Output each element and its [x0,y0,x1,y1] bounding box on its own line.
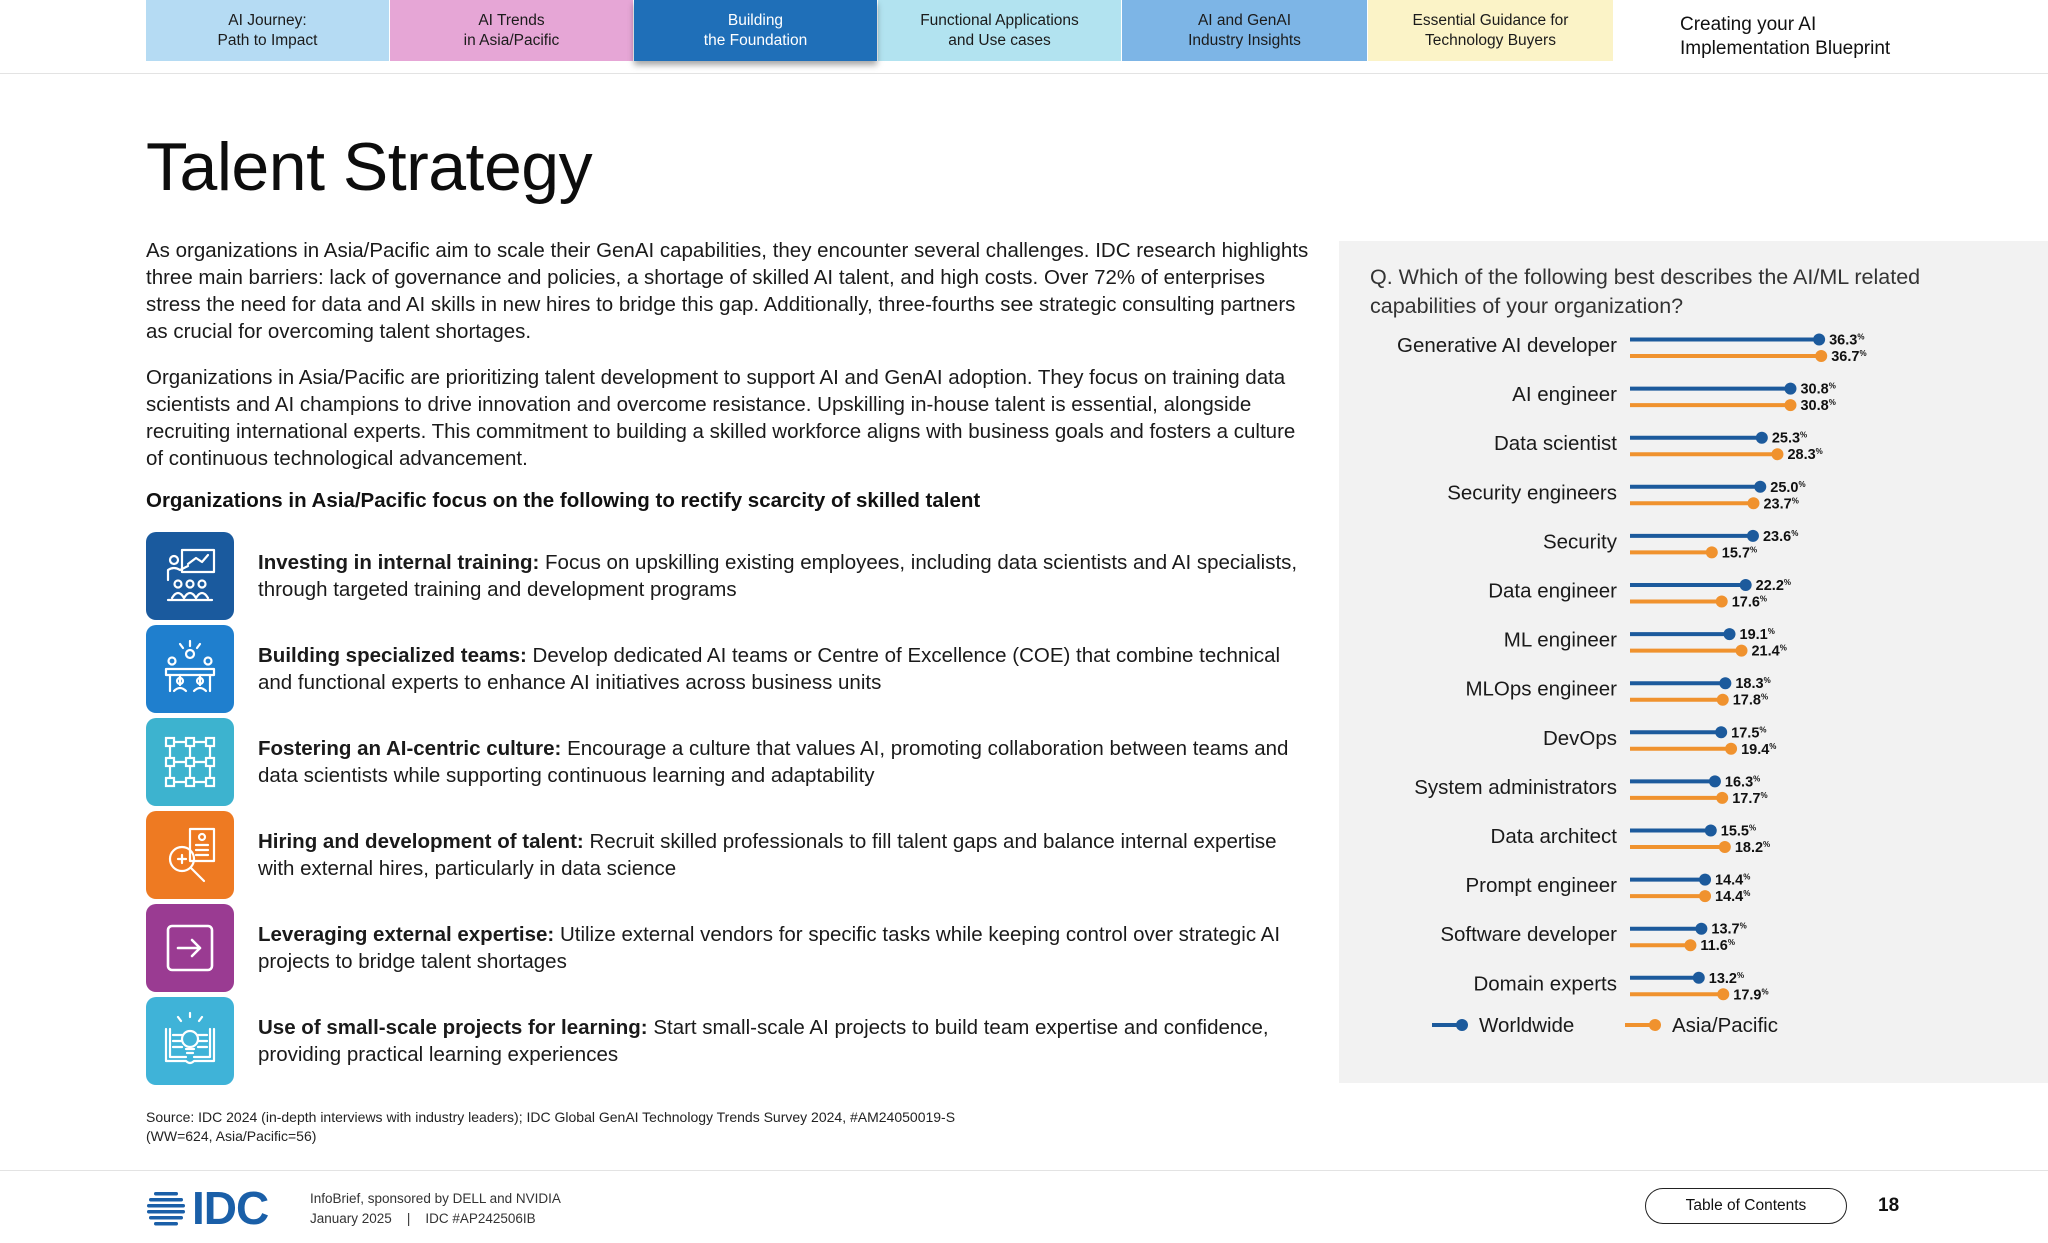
idc-logo [146,1182,269,1234]
category-label: Data engineer [1488,579,1617,603]
data-label-unit: % [1791,528,1799,538]
data-label-unit: % [1783,578,1792,587]
bar-dot-worldwide [1754,481,1766,493]
item-description [258,735,1308,789]
tab-implementation-blueprint[interactable]: Creating your AI Implementation Blueprint [1680,8,1980,66]
data-label-unit: % [1759,594,1768,604]
bar-dot-worldwide [1740,579,1752,591]
data-label: 14.4% [1715,872,1751,889]
data-label: 17.7% [1732,790,1768,807]
list-item [146,625,1296,713]
category-label: MLOps engineer [1465,677,1617,701]
footer-meta [310,1189,561,1229]
data-label-unit: % [1857,332,1865,342]
item-body: Develop dedicated AI teams or Centre of Excellence (COE) that combine technical and functional experts to enhance AI initiatives across business units [258,644,1281,694]
category-label: Data scientist [1493,432,1617,456]
data-label: 36.7% [1831,349,1867,365]
page-number: 18 [1878,1195,1900,1216]
tab-ai-trends[interactable]: AI Trends in Asia/Pacific [390,0,633,61]
bar-dot-asia-pacific [1706,546,1718,558]
data-label-unit: % [1815,447,1823,457]
data-label-unit: % [1828,381,1836,391]
data-label: 28.3% [1787,447,1823,464]
data-label-unit: % [1750,545,1758,555]
doc-id-line: January 2025 | IDC #AP242506IB [310,1211,536,1226]
category-label: Generative AI developer [1397,334,1617,357]
section-nav [0,0,2048,74]
network-grid-icon [146,718,234,806]
bar-dot-asia-pacific [1725,743,1737,755]
data-label-unit: % [1743,872,1751,882]
item-description [258,921,1308,975]
source-note: Source: IDC 2024 (in-depth interviews with industry leaders); IDC Global GenAI Technology Trends Survey 2024, #AM24050019-S (WW=624, Asia/Pacific=56) [146,1109,956,1144]
list-item [146,904,1296,992]
item-title: Leveraging external expertise: [258,923,555,946]
data-label-unit: % [1761,987,1769,997]
intro-paragraph: As organizations in Asia/Pacific aim to scale their GenAI capabilities, they encounter several challenges. IDC research highlights three main barriers: lack of governance and policies, a shortage of skilled AI talent, and high costs. Over 72% of enterprises stress the need for data and AI skills in new hires to bridge this gap. Additionally, three-fourths see strategic consulting partners as crucial for overcoming talent shortages. [146,239,1309,343]
data-label-unit: % [1767,627,1775,637]
bar-dot-worldwide [1695,923,1707,935]
bar-dot-worldwide [1724,628,1736,640]
data-label: 23.6% [1762,528,1799,545]
data-label: 19.1% [1739,627,1775,644]
resume-search-icon [146,811,234,899]
data-label: 23.7% [1763,496,1799,513]
category-label: Security engineers [1447,481,1617,505]
external-arrow-icon [146,904,234,992]
data-label-unit: % [1753,774,1761,784]
item-description [258,828,1308,882]
item-title: Building specialized teams: [258,644,527,667]
data-label-unit: % [1859,349,1867,358]
bar-dot-worldwide [1693,972,1705,984]
item-body: Focus on upskilling existing employees, including data scientists and AI specialists, through targeted training and development programs [258,551,1298,601]
data-label-unit: % [1763,676,1771,686]
bar-dot-asia-pacific [1716,596,1728,608]
item-description [258,1014,1308,1068]
page-title: Talent Strategy [146,129,593,205]
bar-dot-asia-pacific [1699,890,1711,902]
bar-dot-worldwide [1719,677,1731,689]
bar-dot-asia-pacific [1815,350,1827,362]
bar-dot-worldwide [1747,530,1759,542]
data-label: 14.4% [1715,889,1751,906]
bar-dot-asia-pacific [1771,448,1783,460]
data-label: 13.2% [1708,970,1745,987]
data-label: 17.5% [1731,725,1767,742]
data-label: 13.7% [1711,921,1747,938]
data-label: 36.3% [1829,332,1865,349]
tab-building-foundation[interactable]: Building the Foundation [634,0,877,61]
data-label-unit: % [1828,398,1836,408]
data-label-unit: % [1769,741,1777,751]
bar-dot-asia-pacific [1716,792,1728,804]
data-label-unit: % [1748,823,1757,833]
legend-label: Asia/Pacific [1672,1014,1778,1037]
bar-dot-asia-pacific [1735,645,1747,657]
data-label-unit: % [1737,970,1745,980]
category-label: Data architect [1490,825,1617,848]
tab-ai-journey[interactable]: AI Journey: Path to Impact [146,0,389,61]
bar-dot-asia-pacific [1717,988,1729,1000]
category-label: Security [1542,530,1617,554]
category-label: AI engineer [1512,383,1617,407]
item-body: Recruit skilled professionals to fill talent gaps and balance internal expertise with external hires, particularly in data science [258,830,1277,880]
bar-dot-worldwide [1705,825,1717,837]
item-title: Fostering an AI-centric culture: [258,737,562,760]
category-label: Software developer [1440,923,1617,947]
data-label: 25.0% [1770,479,1806,496]
data-label: 22.2% [1755,578,1792,594]
item-body: Utilize external vendors for specific tasks while keeping control over strategic AI projects to bridge talent shortages [258,923,1281,973]
team-meeting-icon [146,625,234,713]
bar-dot-worldwide [1699,874,1711,886]
category-label: System administrators [1414,775,1617,799]
idc-wordmark: IDC [192,1182,269,1234]
data-label: 25.3% [1771,430,1808,447]
list-item [146,718,1296,806]
bar-dot-worldwide [1715,726,1727,738]
legend-label: Worldwide [1479,1014,1575,1037]
item-body: Encourage a culture that values AI, promoting collaboration between teams and data scientists while supporting continuous learning and adaptability [258,737,1289,787]
data-label: 17.8% [1732,692,1769,709]
data-label-unit: % [1760,790,1768,800]
data-label: 30.8% [1800,398,1836,415]
data-label-unit: % [1743,889,1751,899]
category-label: ML engineer [1503,628,1617,652]
category-label: Prompt engineer [1465,874,1617,898]
list-item [146,811,1296,899]
chart-question: Q. Which of the following best describes the AI/ML related capabilities of your organization? [1370,265,1921,318]
data-label: 18.3% [1735,676,1771,693]
classroom-training-icon [146,532,234,620]
data-label-unit: % [1727,938,1735,948]
bar-dot-asia-pacific [1784,399,1796,411]
item-title: Hiring and development of talent: [258,830,584,853]
data-label-unit: % [1800,430,1808,440]
item-body: Start small-scale AI projects to build team expertise and confidence, providing practical learning experiences [258,1016,1269,1066]
bar-dot-worldwide [1813,334,1825,346]
category-label: DevOps [1542,726,1617,750]
data-label: 15.5% [1720,823,1757,840]
bar-dot-worldwide [1756,432,1768,444]
bar-dot-asia-pacific [1717,694,1729,706]
idc-globe-icon [146,1188,186,1228]
data-label: 17.6% [1731,594,1768,611]
tab-industry-insights[interactable]: AI and GenAI Industry Insights [1122,0,1367,61]
bar-dot-asia-pacific [1719,841,1731,853]
list-item [146,532,1296,620]
data-label: 30.8% [1800,381,1836,398]
data-label-unit: % [1779,643,1787,653]
tab-functional-applications[interactable]: Functional Applications and Use cases [878,0,1121,61]
focus-list-heading: Organizations in Asia/Pacific focus on the following to rectify scarcity of skilled talent [146,489,981,512]
data-label-unit: % [1763,840,1771,849]
data-label: 11.6% [1700,938,1735,955]
item-title: Use of small-scale projects for learning: [258,1016,648,1039]
footer-divider [0,1170,2048,1171]
talent-development-paragraph: Organizations in Asia/Pacific are prioritizing talent development to support AI and GenAI adoption. They focus on training data scientists and AI champions to drive innovation and overcome resistance. Upskilling in-house talent is essential, alongside recruiting international experts. This commitment to building a skilled workforce aligns with business goals and fosters a culture of continuous technological advancement. [146,366,1296,470]
data-label: 16.3% [1724,774,1761,791]
tab-essential-guidance[interactable]: Essential Guidance for Technology Buyers [1368,0,1613,61]
data-label-unit: % [1759,725,1767,735]
sponsor-line: InfoBrief, sponsored by DELL and NVIDIA [310,1191,561,1206]
bar-dot-worldwide [1709,775,1721,787]
bar-dot-asia-pacific [1684,939,1696,951]
capabilities-chart [1339,241,2048,1083]
data-label: 21.4% [1751,643,1787,660]
item-description [258,549,1308,603]
data-label-unit: % [1760,692,1769,702]
data-label-unit: % [1739,921,1747,931]
data-label: 18.2% [1734,840,1771,856]
legend-swatch-dot [1649,1019,1661,1031]
legend-swatch-dot [1456,1019,1468,1031]
table-of-contents-button[interactable]: Table of Contents [1645,1188,1847,1224]
data-label: 15.7% [1721,545,1758,562]
item-title: Investing in internal training: [258,551,540,574]
lightbulb-book-icon [146,997,234,1085]
survey-chart-panel [1339,241,2048,1083]
data-label-unit: % [1791,496,1799,506]
list-item [146,997,1296,1085]
item-description [258,642,1308,696]
bar-dot-worldwide [1784,383,1796,395]
category-label: Domain experts [1473,972,1617,996]
data-label-unit: % [1798,479,1806,489]
data-label: 17.9% [1733,987,1769,1004]
data-label: 19.4% [1741,741,1777,758]
bar-dot-asia-pacific [1747,497,1759,509]
